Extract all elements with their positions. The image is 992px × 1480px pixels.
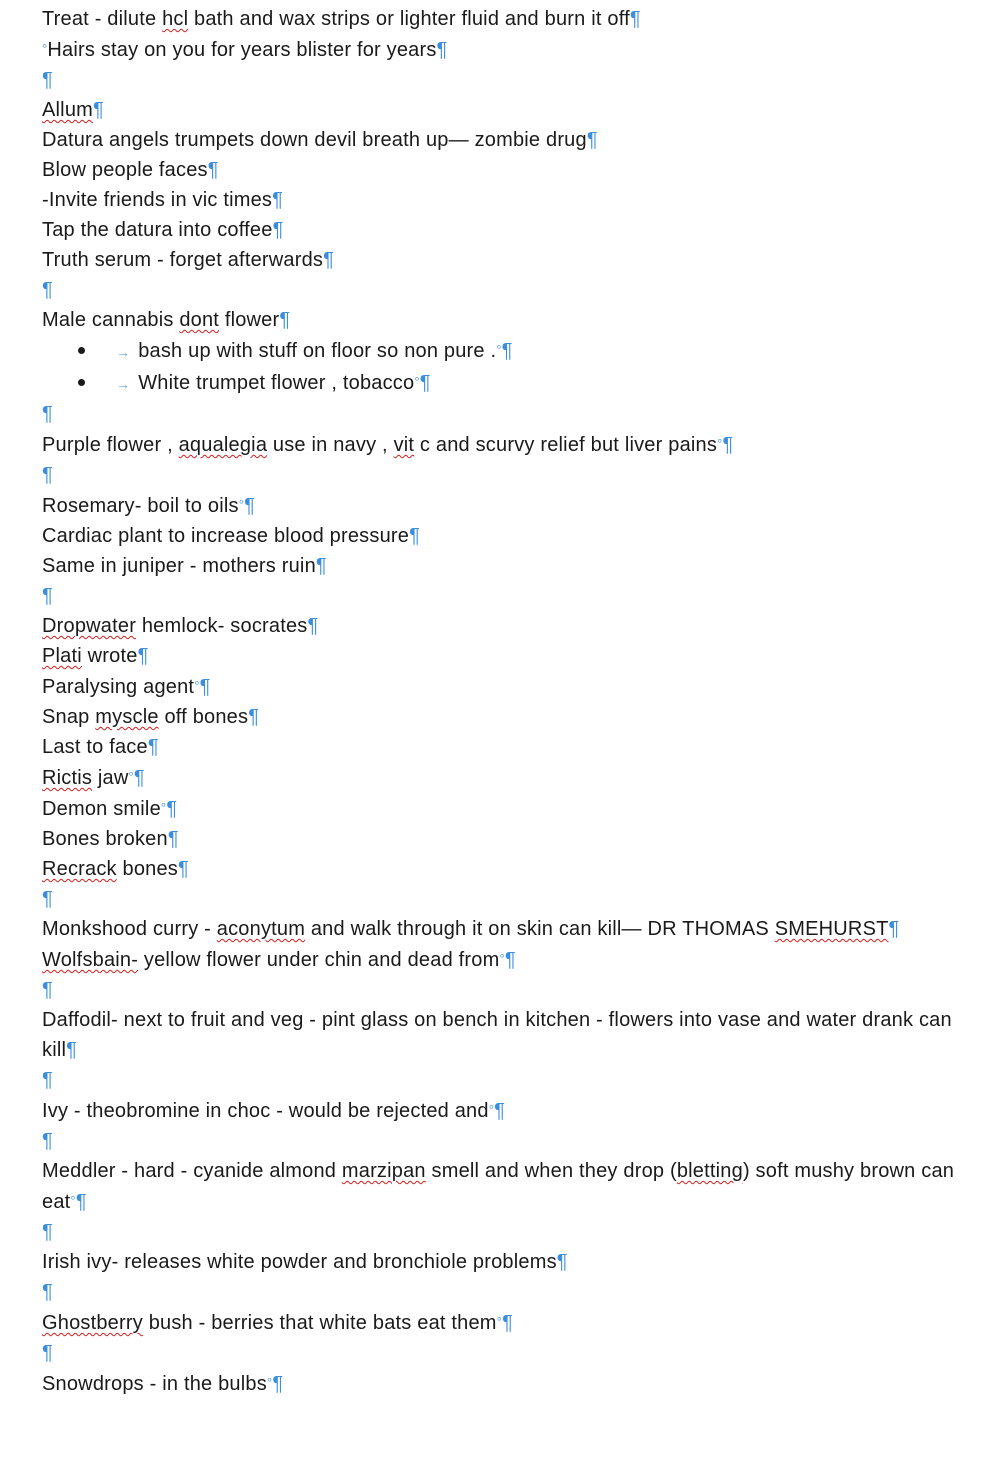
spellcheck-error[interactable]: Plati xyxy=(42,645,82,667)
paragraph-text: White trumpet flower , tobacco xyxy=(138,372,415,394)
paragraph[interactable] xyxy=(42,1307,962,1338)
anchor-icon: ° xyxy=(128,769,134,784)
pilcrow-icon: ¶ xyxy=(42,1069,53,1091)
paragraph-text: Ivy - theobromine in choc - would be rejected and xyxy=(42,1100,489,1122)
paragraph-text: Tap the datura into coffee xyxy=(42,219,273,241)
spellcheck-error[interactable]: vit xyxy=(393,434,415,456)
empty-paragraph[interactable] xyxy=(42,1277,962,1307)
paragraph-text: Recrack bones xyxy=(42,858,178,880)
paragraph[interactable] xyxy=(42,215,962,245)
spellcheck-error[interactable]: Wolfsbain- xyxy=(42,949,139,971)
paragraph-text: Ghostberry bush - berries that white bats eat them xyxy=(42,1312,497,1334)
anchor-icon: ° xyxy=(42,41,48,56)
pilcrow-icon: ¶ xyxy=(436,39,448,61)
paragraph[interactable] xyxy=(42,944,962,975)
paragraph[interactable] xyxy=(42,95,962,125)
paragraph[interactable] xyxy=(42,521,962,551)
paragraph[interactable] xyxy=(42,1247,962,1277)
spellcheck-error[interactable]: SMEHURST xyxy=(774,918,889,940)
spellcheck-error[interactable]: aconytum xyxy=(216,918,306,940)
pilcrow-icon: ¶ xyxy=(323,249,335,271)
paragraph-text: Irish ivy- releases white powder and bronchiole problems xyxy=(42,1251,557,1273)
paragraph[interactable] xyxy=(42,854,962,884)
paragraph-text: Cardiac plant to increase blood pressure xyxy=(42,525,410,547)
pilcrow-icon: ¶ xyxy=(93,99,104,121)
paragraph[interactable] xyxy=(42,671,962,702)
paragraph[interactable] xyxy=(42,185,962,215)
empty-paragraph[interactable] xyxy=(42,65,962,95)
spellcheck-error[interactable]: Allum xyxy=(42,99,94,121)
pilcrow-icon: ¶ xyxy=(42,279,53,301)
paragraph-text: Monkshood curry - aconytum and walk through it on skin can kill— DR THOMAS SMEHURST xyxy=(42,918,889,940)
paragraph-text: Purple flower , aqualegia use in navy , vit c and scurvy relief but liver pains xyxy=(42,434,718,456)
pilcrow-icon: ¶ xyxy=(409,525,421,547)
bullet-icon xyxy=(78,347,85,354)
pilcrow-icon: ¶ xyxy=(147,736,159,758)
spellcheck-error[interactable]: myscle xyxy=(95,706,159,728)
spellcheck-error[interactable]: Rictis xyxy=(42,767,93,789)
anchor-icon: ° xyxy=(414,374,420,389)
paragraph-text: Rictis jaw xyxy=(42,767,129,789)
bullet-list-item[interactable] xyxy=(42,335,962,367)
empty-paragraph[interactable] xyxy=(42,275,962,305)
document-body[interactable] xyxy=(42,4,962,1399)
paragraph[interactable] xyxy=(42,305,962,335)
pilcrow-icon: ¶ xyxy=(722,434,734,456)
paragraph[interactable] xyxy=(42,1005,962,1065)
paragraph-text: Dropwater hemlock- socrates xyxy=(42,615,308,637)
paragraph-text: Rosemary- boil to oils xyxy=(42,495,239,517)
paragraph-text xyxy=(42,99,93,121)
empty-paragraph[interactable] xyxy=(42,1065,962,1095)
paragraph[interactable] xyxy=(42,793,962,824)
paragraph-text: Datura angels trumpets down devil breath up— zombie drug xyxy=(42,129,587,151)
pilcrow-icon: ¶ xyxy=(167,828,179,850)
anchor-icon: ° xyxy=(70,1193,76,1208)
empty-paragraph[interactable] xyxy=(42,1126,962,1156)
paragraph-text: Snowdrops - in the bulbs xyxy=(42,1373,267,1395)
paragraph[interactable] xyxy=(42,245,962,275)
empty-paragraph[interactable] xyxy=(42,884,962,914)
spellcheck-error[interactable]: Dropwater xyxy=(42,615,137,637)
pilcrow-icon: ¶ xyxy=(494,1100,506,1122)
paragraph[interactable] xyxy=(42,914,962,944)
paragraph-text: Daffodil- next to fruit and veg - pint glass on bench in kitchen - flowers into vase and water drank can kill xyxy=(42,1009,952,1061)
paragraph-text: Demon smile xyxy=(42,798,161,820)
anchor-icon: ° xyxy=(717,436,723,451)
pilcrow-icon: ¶ xyxy=(315,555,327,577)
tab-arrow-icon: → xyxy=(116,344,131,360)
empty-paragraph[interactable] xyxy=(42,581,962,611)
tab-arrow-icon: → xyxy=(116,376,131,392)
pilcrow-icon: ¶ xyxy=(504,949,516,971)
pilcrow-icon: ¶ xyxy=(501,340,513,362)
anchor-icon: ° xyxy=(238,497,245,512)
pilcrow-icon: ¶ xyxy=(42,1342,53,1364)
anchor-icon: ° xyxy=(160,800,167,815)
pilcrow-icon: ¶ xyxy=(42,979,53,1001)
paragraph-text: Blow people faces xyxy=(42,159,208,181)
pilcrow-icon: ¶ xyxy=(42,585,53,607)
paragraph-text: Plati wrote xyxy=(42,645,138,667)
pilcrow-icon: ¶ xyxy=(66,1039,78,1061)
pilcrow-icon: ¶ xyxy=(207,159,219,181)
pilcrow-icon: ¶ xyxy=(556,1251,568,1273)
paragraph[interactable] xyxy=(42,641,962,671)
anchor-icon: ° xyxy=(194,678,200,693)
paragraph-text: Truth serum - forget afterwards xyxy=(42,249,324,271)
paragraph[interactable] xyxy=(42,551,962,581)
paragraph-text: Wolfsbain- yellow flower under chin and dead from xyxy=(42,949,500,971)
bullet-icon xyxy=(78,379,85,386)
pilcrow-icon: ¶ xyxy=(888,918,900,940)
anchor-icon: ° xyxy=(499,951,505,966)
empty-paragraph[interactable] xyxy=(42,460,962,490)
paragraph[interactable] xyxy=(42,125,962,155)
pilcrow-icon: ¶ xyxy=(137,645,149,667)
spellcheck-error[interactable]: aqualegia xyxy=(178,434,268,456)
paragraph-text: Snap myscle off bones xyxy=(42,706,249,728)
paragraph-text: -Invite friends in vic times xyxy=(42,189,273,211)
pilcrow-icon: ¶ xyxy=(42,888,53,910)
pilcrow-icon: ¶ xyxy=(75,1191,87,1213)
paragraph[interactable] xyxy=(42,490,962,521)
anchor-icon: ° xyxy=(496,342,502,357)
spellcheck-error[interactable]: Ghostberry xyxy=(42,1312,143,1334)
paragraph-text: Bones broken xyxy=(42,828,168,850)
pilcrow-icon: ¶ xyxy=(307,615,319,637)
empty-paragraph[interactable] xyxy=(42,975,962,1005)
pilcrow-icon: ¶ xyxy=(629,8,641,30)
pilcrow-icon: ¶ xyxy=(244,495,256,517)
anchor-icon: ° xyxy=(496,1314,503,1329)
paragraph[interactable] xyxy=(42,1156,962,1217)
paragraph-text: Last to face xyxy=(42,736,148,758)
paragraph[interactable] xyxy=(42,611,962,641)
paragraph[interactable] xyxy=(42,429,962,460)
pilcrow-icon: ¶ xyxy=(42,1221,53,1243)
anchor-icon: ° xyxy=(266,1375,273,1390)
empty-paragraph[interactable] xyxy=(42,1338,962,1368)
pilcrow-icon: ¶ xyxy=(199,676,211,698)
paragraph-text: Treat - dilute hcl bath and wax strips or lighter fluid and burn it off xyxy=(42,8,630,30)
pilcrow-icon: ¶ xyxy=(178,858,189,880)
paragraph[interactable] xyxy=(42,34,962,65)
paragraph-text: Paralysing agent xyxy=(42,676,195,698)
anchor-icon: ° xyxy=(488,1102,495,1117)
paragraph-text: Meddler - hard - cyanide almond marzipan smell and when they drop (bletting) soft mushy brown can eat xyxy=(42,1160,955,1213)
pilcrow-icon: ¶ xyxy=(279,309,291,331)
pilcrow-icon: ¶ xyxy=(248,706,260,728)
empty-paragraph[interactable] xyxy=(42,1217,962,1247)
pilcrow-icon: ¶ xyxy=(42,1281,53,1303)
empty-paragraph[interactable] xyxy=(42,399,962,429)
pilcrow-icon: ¶ xyxy=(166,798,178,820)
paragraph[interactable] xyxy=(42,1368,962,1399)
paragraph-text: bash up with stuff on floor so non pure . xyxy=(138,340,497,362)
pilcrow-icon: ¶ xyxy=(42,1130,53,1152)
spellcheck-error[interactable]: hcl xyxy=(162,8,189,30)
spellcheck-error[interactable]: dont xyxy=(179,309,220,331)
pilcrow-icon: ¶ xyxy=(419,372,431,394)
pilcrow-icon: ¶ xyxy=(272,189,284,211)
paragraph[interactable] xyxy=(42,732,962,762)
paragraph-text: Hairs stay on you for years blister for years xyxy=(47,39,437,61)
paragraph[interactable] xyxy=(42,824,962,854)
paragraph[interactable] xyxy=(42,155,962,185)
paragraph[interactable] xyxy=(42,4,962,34)
spellcheck-error[interactable]: marzipan xyxy=(341,1160,426,1182)
paragraph[interactable] xyxy=(42,702,962,732)
paragraph-text: Male cannabis dont flower xyxy=(42,309,280,331)
pilcrow-icon: ¶ xyxy=(502,1312,514,1334)
paragraph[interactable] xyxy=(42,1095,962,1126)
bullet-list-item[interactable] xyxy=(42,367,962,399)
pilcrow-icon: ¶ xyxy=(272,1373,284,1395)
spellcheck-error[interactable]: bletting xyxy=(676,1160,743,1182)
paragraph[interactable] xyxy=(42,762,962,793)
pilcrow-icon: ¶ xyxy=(42,464,53,486)
spellcheck-error[interactable]: Recrack xyxy=(42,858,117,880)
pilcrow-icon: ¶ xyxy=(586,129,598,151)
pilcrow-icon: ¶ xyxy=(42,69,53,91)
pilcrow-icon: ¶ xyxy=(272,219,284,241)
pilcrow-icon: ¶ xyxy=(42,403,53,425)
paragraph-text: Same in juniper - mothers ruin xyxy=(42,555,316,577)
pilcrow-icon: ¶ xyxy=(133,767,145,789)
